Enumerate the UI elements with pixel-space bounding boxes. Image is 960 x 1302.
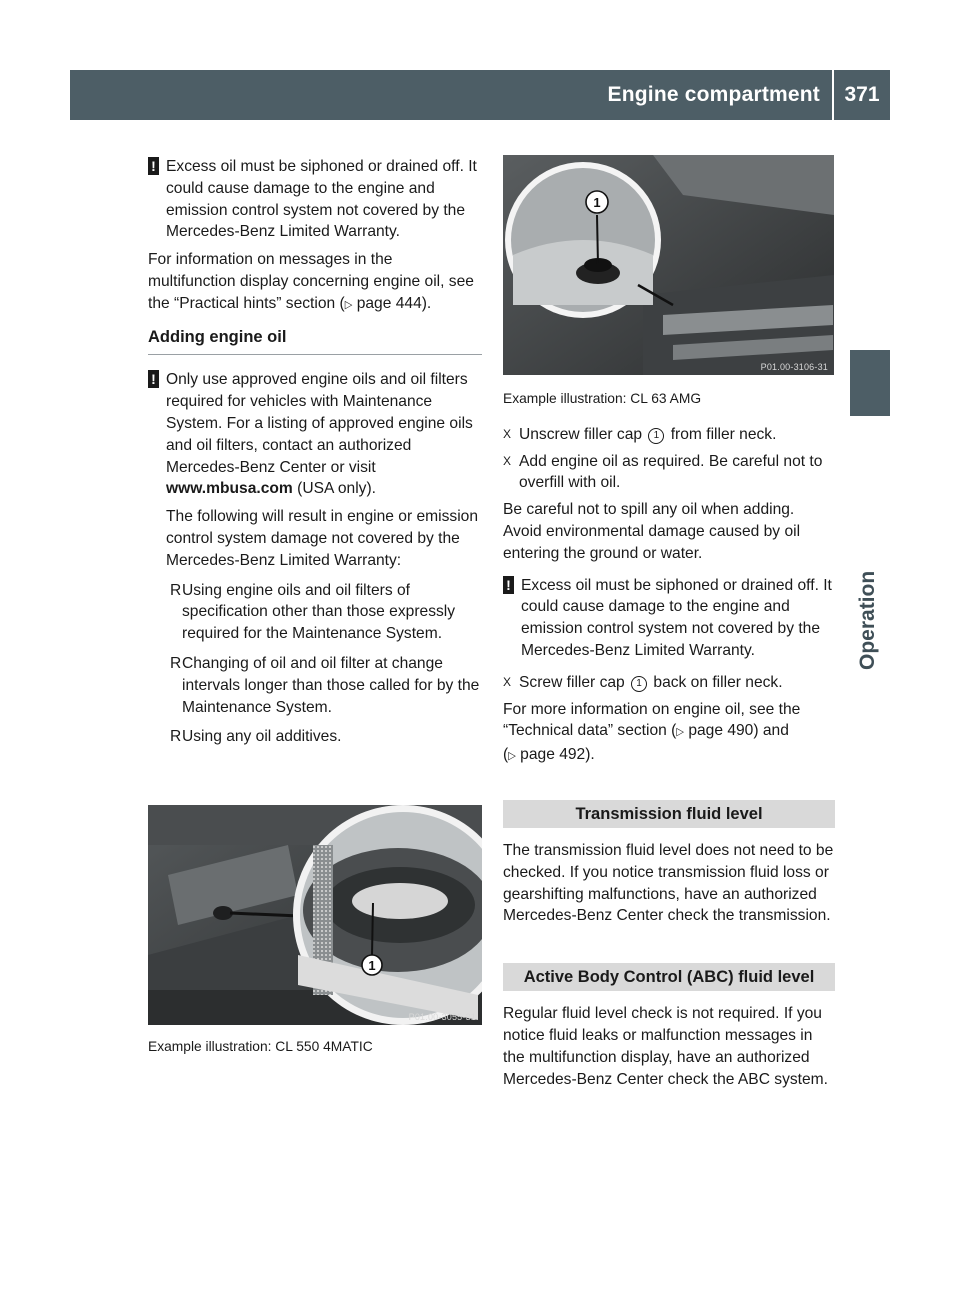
bullet-icon: R xyxy=(170,654,182,672)
warning-icon: ! xyxy=(503,576,514,594)
page-reference: page 490) and xyxy=(688,722,789,740)
instruction-step xyxy=(503,451,835,495)
warning-note xyxy=(503,575,835,662)
list-item-text: Using engine oils and oil filters of specification other than those expressly required for the Maintenance System. xyxy=(182,581,456,643)
step-text: from filler neck. xyxy=(666,425,777,443)
list-item-text: Using any oil additives. xyxy=(182,728,342,746)
engine-illustration xyxy=(148,805,482,1025)
instruction-step xyxy=(503,424,835,446)
warning-icon: ! xyxy=(148,157,159,175)
left-caption-block xyxy=(148,1036,482,1058)
abc-paragraph: Regular fluid level check is not required. If you notice fluid leaks or malfunction messages in the multifunction display, have an authorized Mercedes-Benz Center check the ABC system. xyxy=(503,1005,829,1088)
step-text: back on filler neck. xyxy=(649,673,783,691)
step-text: Add engine oil as required. Be careful not to overfill with oil. xyxy=(519,452,823,492)
list-item xyxy=(166,653,482,718)
page-number: 371 xyxy=(844,83,880,106)
bullet-icon: R xyxy=(170,581,182,599)
engine-photo-cl63 xyxy=(503,155,834,375)
reference-arrow-icon: ▷ xyxy=(508,750,516,763)
step-text: Unscrew filler cap xyxy=(519,425,647,443)
engine-photo-cl550 xyxy=(148,805,482,1025)
left-column xyxy=(148,156,482,754)
transmission-paragraph: The transmission fluid level does not need to be checked. If you notice transmission fluid loss or gearshifting malfunctions, have an authorized Mercedes-Benz Center check the transmission. xyxy=(503,841,834,925)
photo-code: P01.00-3055-31 xyxy=(408,1012,476,1022)
section-heading-abc: Active Body Control (ABC) fluid level xyxy=(503,963,835,991)
careful-paragraph: Be careful not to spill any oil when adding. Avoid environmental damage caused by oil entering the ground or water. xyxy=(503,501,801,562)
section-tab-label: Operation xyxy=(856,570,879,670)
step-text: Screw filler cap xyxy=(519,673,630,691)
info-paragraph xyxy=(148,249,482,316)
page-reference: page 444). xyxy=(356,294,432,312)
step-arrow-icon: X xyxy=(503,426,512,441)
page-reference: page 492). xyxy=(520,746,595,764)
page-header xyxy=(70,70,890,120)
subheading-adding-engine-oil: Adding engine oil xyxy=(148,327,482,356)
callout-number-icon: 1 xyxy=(631,676,647,692)
reference-arrow-icon: ▷ xyxy=(676,726,684,739)
warning-text-tail: (USA only). xyxy=(292,480,377,498)
warning-icon: ! xyxy=(148,370,159,388)
photo-caption: Example illustration: CL 63 AMG xyxy=(503,391,702,406)
list-item xyxy=(166,726,482,748)
photo-callout-1: 1 xyxy=(368,958,376,973)
photo-code: P01.00-3106-31 xyxy=(760,362,828,372)
more-info-text: ( xyxy=(503,746,509,764)
chapter-title: Engine compartment xyxy=(607,83,820,106)
right-column xyxy=(503,388,835,1090)
side-tab-marker xyxy=(850,350,890,416)
warning-text: Excess oil must be siphoned or drained off. It could cause damage to the engine and emission control system not covered by the Mercedes-Benz Limited Warranty. xyxy=(521,576,832,659)
info-text: For information on messages in the multifunction display concerning engine oil, see the “Practical hints” section ( xyxy=(148,251,474,312)
warning-text: Only use approved engine oils and oil filters required for vehicles with Maintenance System. For a listing of approved engine oils and oil filters, contact an authorized Mercedes-Benz Center or visit xyxy=(166,371,473,476)
warning-note xyxy=(148,369,482,748)
warning-note xyxy=(148,156,482,243)
more-info-text: For more information on engine oil, see the “Technical data” section ( xyxy=(503,700,801,740)
engine-illustration xyxy=(503,155,834,375)
list-item xyxy=(166,580,482,645)
section-heading-transmission: Transmission fluid level xyxy=(503,800,835,828)
photo-callout-1: 1 xyxy=(593,195,601,210)
step-arrow-icon: X xyxy=(503,453,512,468)
photo-caption: Example illustration: CL 550 4MATIC xyxy=(148,1039,373,1054)
instruction-step xyxy=(503,672,835,694)
callout-number-icon: 1 xyxy=(648,428,664,444)
bullet-icon: R xyxy=(170,728,182,746)
reference-arrow-icon: ▷ xyxy=(344,298,353,311)
step-arrow-icon: X xyxy=(503,674,512,689)
warning-text: Excess oil must be siphoned or drained off. It could cause damage to the engine and emission control system not covered by the Mercedes-Benz Limited Warranty. xyxy=(166,158,477,241)
following-text: The following will result in engine or emission control system damage not covered by the Mercedes-Benz Limited Warranty: xyxy=(166,508,479,569)
list-item-text: Changing of oil and oil filter at change intervals longer than those called for by the Maintenance System. xyxy=(182,654,480,716)
website-link[interactable]: www.mbusa.com xyxy=(166,480,293,498)
more-info-paragraph xyxy=(503,699,835,768)
